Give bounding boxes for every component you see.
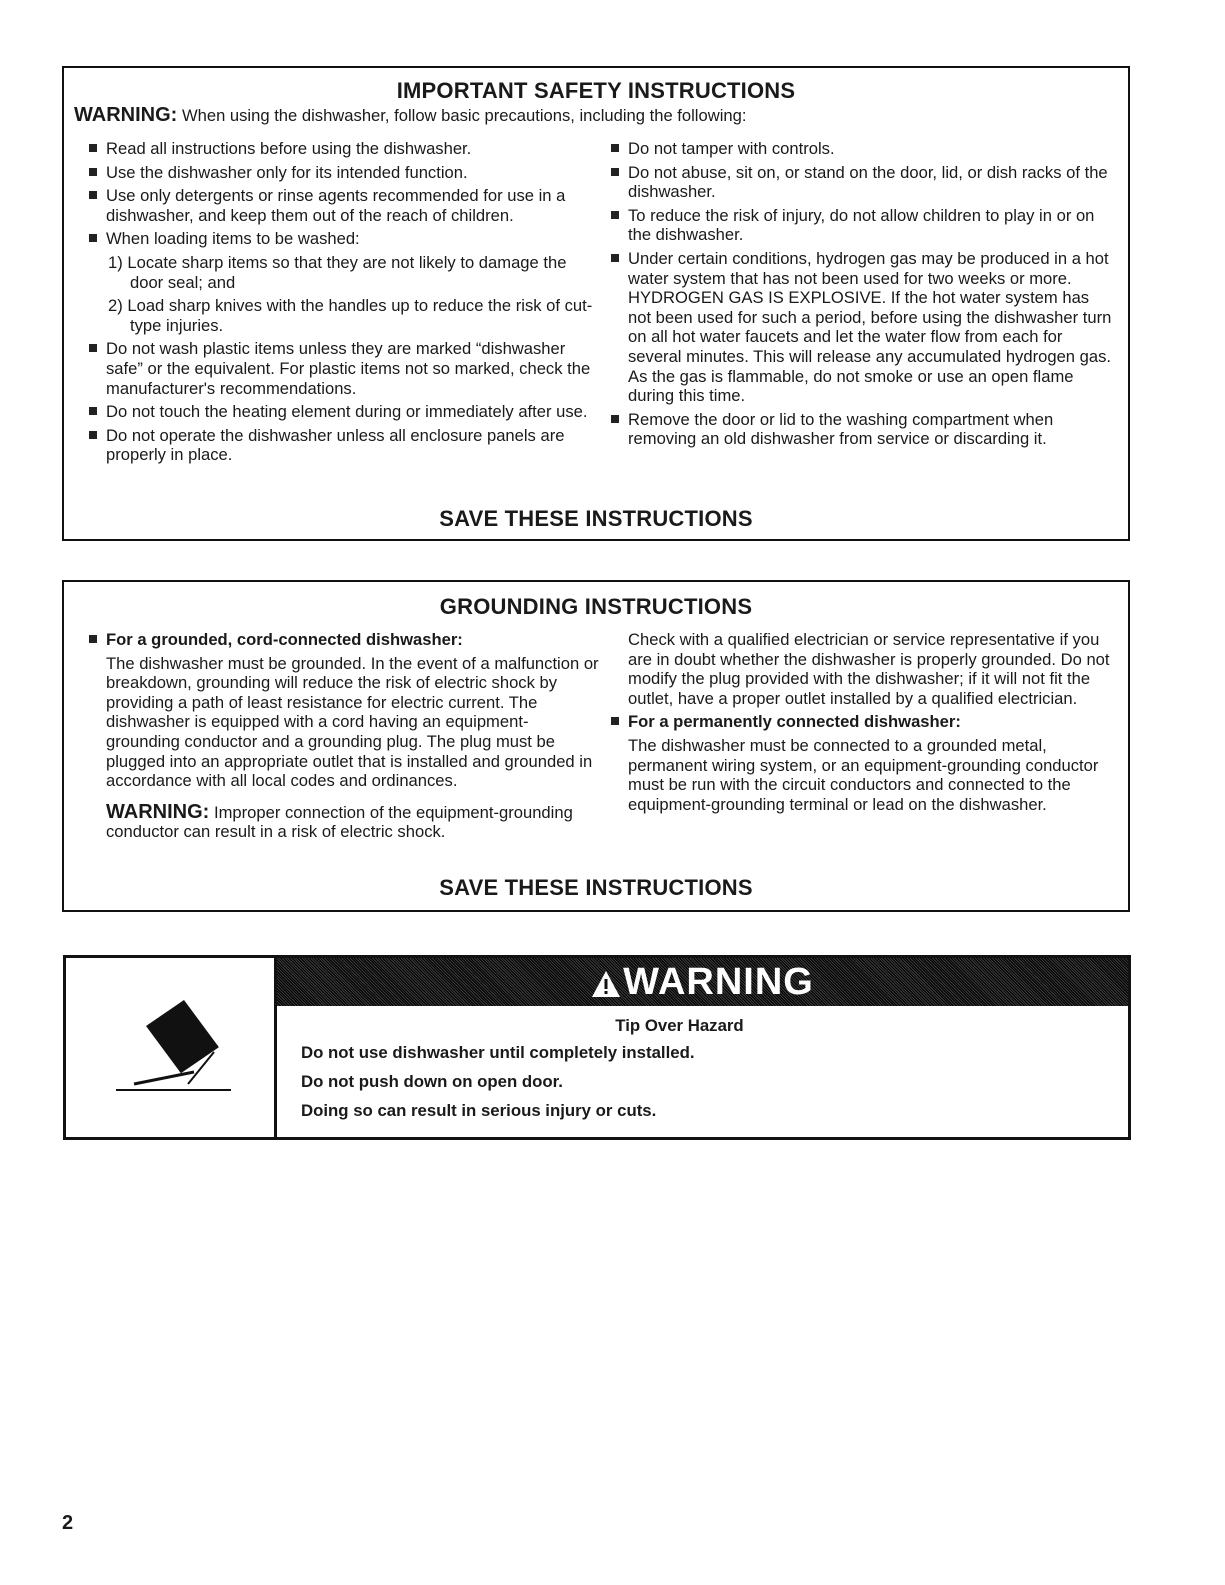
grounding-save-instructions: SAVE THESE INSTRUCTIONS	[439, 875, 753, 900]
safety-warning-label: WARNING:	[74, 104, 178, 126]
tip-over-icon	[106, 998, 256, 1108]
list-item: Read all instructions before using the dishwasher.	[87, 139, 597, 159]
grounding-warning-label: WARNING:	[106, 800, 210, 823]
warning-line: Do not push down on open door.	[301, 1072, 563, 1091]
permanent-connected-heading: For a permanently connected dishwasher:	[609, 712, 1114, 732]
alert-triangle-icon	[591, 970, 621, 998]
safety-instructions-box	[62, 66, 1130, 541]
warning-banner-label: WARNING	[623, 960, 814, 1003]
list-item: Use the dishwasher only for its intended function.	[87, 163, 597, 183]
cord-connected-heading: For a grounded, cord-connected dishwasher:	[87, 630, 602, 650]
hazard-title: Tip Over Hazard	[615, 1016, 744, 1035]
sub-list-item: 1) Locate sharp items so that they are not likely to damage the door seal; and	[108, 252, 567, 292]
grounding-warning-text: Improper connection of the equipment-grounding conductor can result in a risk of electric shock.	[106, 802, 573, 842]
safety-title: IMPORTANT SAFETY INSTRUCTIONS	[396, 78, 796, 103]
grounding-instructions-box	[62, 580, 1130, 912]
permanent-connected-text: The dishwasher must be connected to a grounded metal, permanent wiring system, or an equipment-grounding conductor must be run with the circuit conductors and connected to the equipment-grounding terminal or lead on the dishwasher.	[628, 735, 1099, 814]
tip-over-warning-box	[63, 955, 1131, 1140]
tip-over-icon-cell	[66, 958, 277, 1137]
warning-body	[301, 1016, 1108, 1130]
page-number: 2	[62, 1512, 74, 1534]
grounding-warning	[87, 800, 602, 842]
safety-right-column	[609, 139, 1114, 453]
list-item: Do not touch the heating element during or immediately after use.	[87, 402, 597, 422]
loading-intro: When loading items to be washed:	[106, 229, 360, 249]
safety-warning-line	[74, 104, 746, 127]
list-item: Use only detergents or rinse agents recommended for use in a dishwasher, and keep them out of the reach of children.	[87, 186, 597, 225]
safety-left-column	[87, 139, 597, 469]
list-item: Under certain conditions, hydrogen gas may be produced in a hot water system that has not been used for two weeks or more. HYDROGEN GAS IS EXPLOSIVE. If the hot water system has not been used for such a period, before using the dishwasher turn on all hot water faucets and let the water flow from each for several minutes. This will release any accumulated hydrogen gas. As the gas is flammable, do not smoke or use an open flame during this time.	[609, 249, 1114, 406]
warning-line: Doing so can result in serious injury or cuts.	[301, 1101, 657, 1120]
qualified-electrician-text: Check with a qualified electrician or service representative if you are in doubt whether the dishwasher is properly grounded. Do not modify the plug provided with the dishwasher; if it will not fit the outlet, have a proper outlet installed by a qualified electrician.	[628, 630, 1110, 708]
list-item	[87, 229, 597, 335]
list-item: To reduce the risk of injury, do not allow children to play in or on the dishwasher.	[609, 206, 1114, 245]
grounding-right-column	[609, 630, 1114, 818]
warning-banner	[277, 958, 1128, 1006]
safety-warning-text: When using the dishwasher, follow basic precautions, including the following:	[181, 106, 747, 125]
list-item: Remove the door or lid to the washing compartment when removing an old dishwasher from service or discarding it.	[609, 410, 1114, 449]
safety-save-instructions: SAVE THESE INSTRUCTIONS	[439, 506, 753, 531]
warning-line: Do not use dishwasher until completely installed.	[301, 1043, 695, 1062]
sub-list-item: 2) Load sharp knives with the handles up to reduce the risk of cut-type injuries.	[108, 296, 593, 335]
list-item: Do not wash plastic items unless they are marked “dishwasher safe” or the equivalent. For plastic items not so marked, check the manufacturer's recommendations.	[87, 339, 597, 398]
list-item: Do not operate the dishwasher unless all enclosure panels are properly in place.	[87, 426, 597, 465]
cord-connected-text: The dishwasher must be grounded. In the event of a malfunction or breakdown, grounding will reduce the risk of electric shock by providing a path of least resistance for electric current. The dishwasher is equipped with a cord having an equipment-grounding conductor and a grounding plug. The plug must be plugged into an appropriate outlet that is installed and grounded in accordance with all local codes and ordinances.	[106, 653, 599, 791]
list-item: Do not tamper with controls.	[609, 139, 1114, 159]
list-item: Do not abuse, sit on, or stand on the door, lid, or dish racks of the dishwasher.	[609, 163, 1114, 202]
warning-banner-text	[591, 961, 814, 1004]
grounding-title: GROUNDING INSTRUCTIONS	[439, 594, 753, 619]
grounding-left-column	[87, 630, 602, 842]
